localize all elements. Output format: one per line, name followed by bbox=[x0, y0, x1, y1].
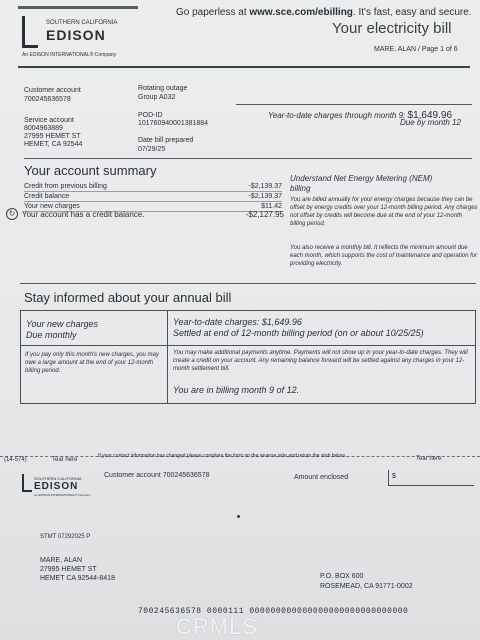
annual-top-rule bbox=[20, 283, 476, 284]
rotating-outage-label: Rotating outage bbox=[138, 85, 188, 92]
ytd-settlement-date: Settled at end of 12-month billing period (on or about 10/25/25) bbox=[173, 328, 424, 338]
crmls-watermark: CRMLS bbox=[176, 614, 259, 639]
annual-title: Stay informed about your annual bill bbox=[24, 290, 232, 305]
stub-account bbox=[104, 472, 209, 479]
ytd-settlement-block bbox=[173, 317, 473, 339]
customer-account-block bbox=[24, 86, 81, 104]
nem-title-line2: billing bbox=[290, 184, 311, 193]
service-account-label: Service account bbox=[24, 117, 74, 124]
bill-title: Your electricity bill bbox=[332, 20, 452, 37]
stub-account-label: Customer account bbox=[104, 472, 161, 479]
company-sub: An EDISON INTERNATIONAL® Company bbox=[22, 52, 117, 58]
remit-line2: ROSEMEAD, CA 91771-0002 bbox=[320, 583, 413, 590]
remit-line1: P.O. BOX 600 bbox=[320, 573, 364, 580]
stub-notice: If your contact information has changed please complete the form on the reverse side and return the stub below. bbox=[98, 453, 346, 459]
stmt-code: STMT 07292025 P bbox=[40, 534, 91, 540]
amount-enclosed-field[interactable] bbox=[388, 470, 474, 486]
date-prepared-block bbox=[138, 136, 193, 154]
remit-address-block bbox=[320, 572, 413, 592]
summary-row bbox=[24, 192, 282, 202]
customer-page: MARE, ALAN / Page 1 of 6 bbox=[374, 46, 458, 53]
summary-row-label: Credit balance bbox=[24, 193, 70, 200]
summary-title: Your account summary bbox=[24, 163, 157, 178]
dollar-sign: $ bbox=[392, 473, 396, 480]
summary-top-rule bbox=[24, 158, 472, 159]
annual-bill-box bbox=[20, 310, 476, 404]
service-account-value: 8004963889 bbox=[24, 125, 63, 132]
due-monthly-label: Due monthly bbox=[26, 330, 77, 340]
ytd-rule bbox=[236, 104, 472, 105]
pod-id-label: POD-ID bbox=[138, 112, 163, 119]
mail-line1: 27995 HEMET ST bbox=[40, 566, 97, 573]
nem-title bbox=[290, 174, 432, 194]
mail-name: MARE, ALAN bbox=[40, 557, 83, 564]
refresh-icon: ↻ bbox=[6, 208, 18, 220]
tear-here-right: Tear here bbox=[416, 456, 442, 462]
date-prepared-label: Date bill prepared bbox=[138, 137, 194, 144]
mail-address-block bbox=[40, 556, 115, 583]
stub-account-value: 700245636578 bbox=[162, 472, 210, 479]
annual-box-rule bbox=[21, 345, 475, 346]
date-prepared-value: 07/29/25 bbox=[138, 146, 166, 153]
edison-logo-mark bbox=[22, 16, 38, 48]
stub-company-line1: SOUTHERN CALIFORNIA bbox=[34, 476, 82, 481]
registration-dot bbox=[237, 515, 240, 518]
header-top-rule bbox=[18, 6, 138, 9]
summary-row-label: Credit from previous billing bbox=[24, 183, 107, 190]
mail-line2: HEMET CA 92544-8418 bbox=[40, 575, 115, 582]
ytd-due: Due by month 12 bbox=[400, 118, 461, 127]
credit-balance-line bbox=[6, 208, 284, 220]
summary-row bbox=[24, 182, 282, 192]
summary-row-value: -$2,139.37 bbox=[248, 183, 282, 190]
company-line1: SOUTHERN CALIFORNIA bbox=[46, 20, 118, 26]
company-name: EDISON bbox=[46, 27, 106, 43]
ytd-charges-label: Year-to-date charges through month 9: bbox=[268, 111, 406, 120]
stub-company-name: EDISON bbox=[34, 481, 79, 492]
billing-month: You are in billing month 9 of 12. bbox=[173, 385, 300, 395]
scan-line: 700245636578 0000111 000000000000000000000000000000 bbox=[138, 607, 409, 616]
pod-id-block bbox=[138, 112, 208, 128]
service-address-line2: HEMET, CA 92544 bbox=[24, 141, 83, 148]
rotating-outage-value: Group A032 bbox=[138, 94, 176, 101]
form-code: (14-574) bbox=[4, 457, 27, 463]
amount-enclosed-label: Amount enclosed bbox=[294, 474, 349, 481]
nem-para2: You also receive a monthly bill. It reflects the minimum amount due each month, which supports the cost of maintenance and operation for providing electricity. bbox=[290, 245, 478, 267]
monthly-warning: If you pay only this month's new charges, you may owe a large amount at the end of your 12-month billing period. bbox=[25, 352, 159, 374]
ytd-charges-value: $1,649.96 bbox=[407, 110, 453, 121]
rotating-outage-block bbox=[138, 84, 187, 102]
stub-logo-mark bbox=[22, 474, 32, 492]
paperless-link[interactable]: www.sce.com/ebilling bbox=[249, 7, 353, 18]
header-divider bbox=[18, 66, 470, 68]
new-charges-label: Your new charges bbox=[26, 319, 99, 329]
new-charges-block bbox=[26, 319, 98, 341]
credit-balance-text: Your account has a credit balance. bbox=[22, 209, 145, 219]
paperless-suffix: . It's fast, easy and secure. bbox=[352, 7, 472, 18]
service-account-block bbox=[24, 117, 82, 149]
service-address-line1: 27995 HEMET ST bbox=[24, 133, 81, 140]
customer-account-label: Customer account bbox=[24, 87, 81, 94]
annual-box-divider bbox=[167, 311, 168, 403]
nem-title-line1: Understand Net Energy Metering (NEM) bbox=[290, 174, 433, 183]
pod-id-value: 101760940001381884 bbox=[138, 120, 209, 127]
additional-payments-note: You may make additional payments anytime. Payments will not show up in your year-to-date charges. They will create a credit on your account. Any remaining balance forward will be settled against any charges in your 12-month settlement bill. bbox=[173, 350, 468, 372]
paperless-banner bbox=[176, 7, 472, 18]
summary-row-label: Your new charges bbox=[24, 203, 80, 210]
summary-row-value: $11.42 bbox=[261, 203, 282, 210]
nem-para1: You are billed annually for your energy charges because they can be offset by energy credits over your 12-month billing period. Any charges not offset by credits will become due at the end of your 12-month billing period. bbox=[290, 197, 478, 227]
summary-row-value: -$2,139.37 bbox=[248, 193, 282, 200]
tear-here-left: Tear here bbox=[52, 457, 78, 463]
stub-company-sub: An EDISON INTERNATIONAL® Company bbox=[34, 493, 91, 497]
ytd-settlement-charges: Year-to-date charges: $1,649.96 bbox=[173, 317, 302, 327]
paperless-prefix: Go paperless at bbox=[176, 7, 250, 18]
credit-balance-value: -$2,127.95 bbox=[245, 209, 284, 219]
customer-account-value: 700245636578 bbox=[24, 96, 71, 103]
